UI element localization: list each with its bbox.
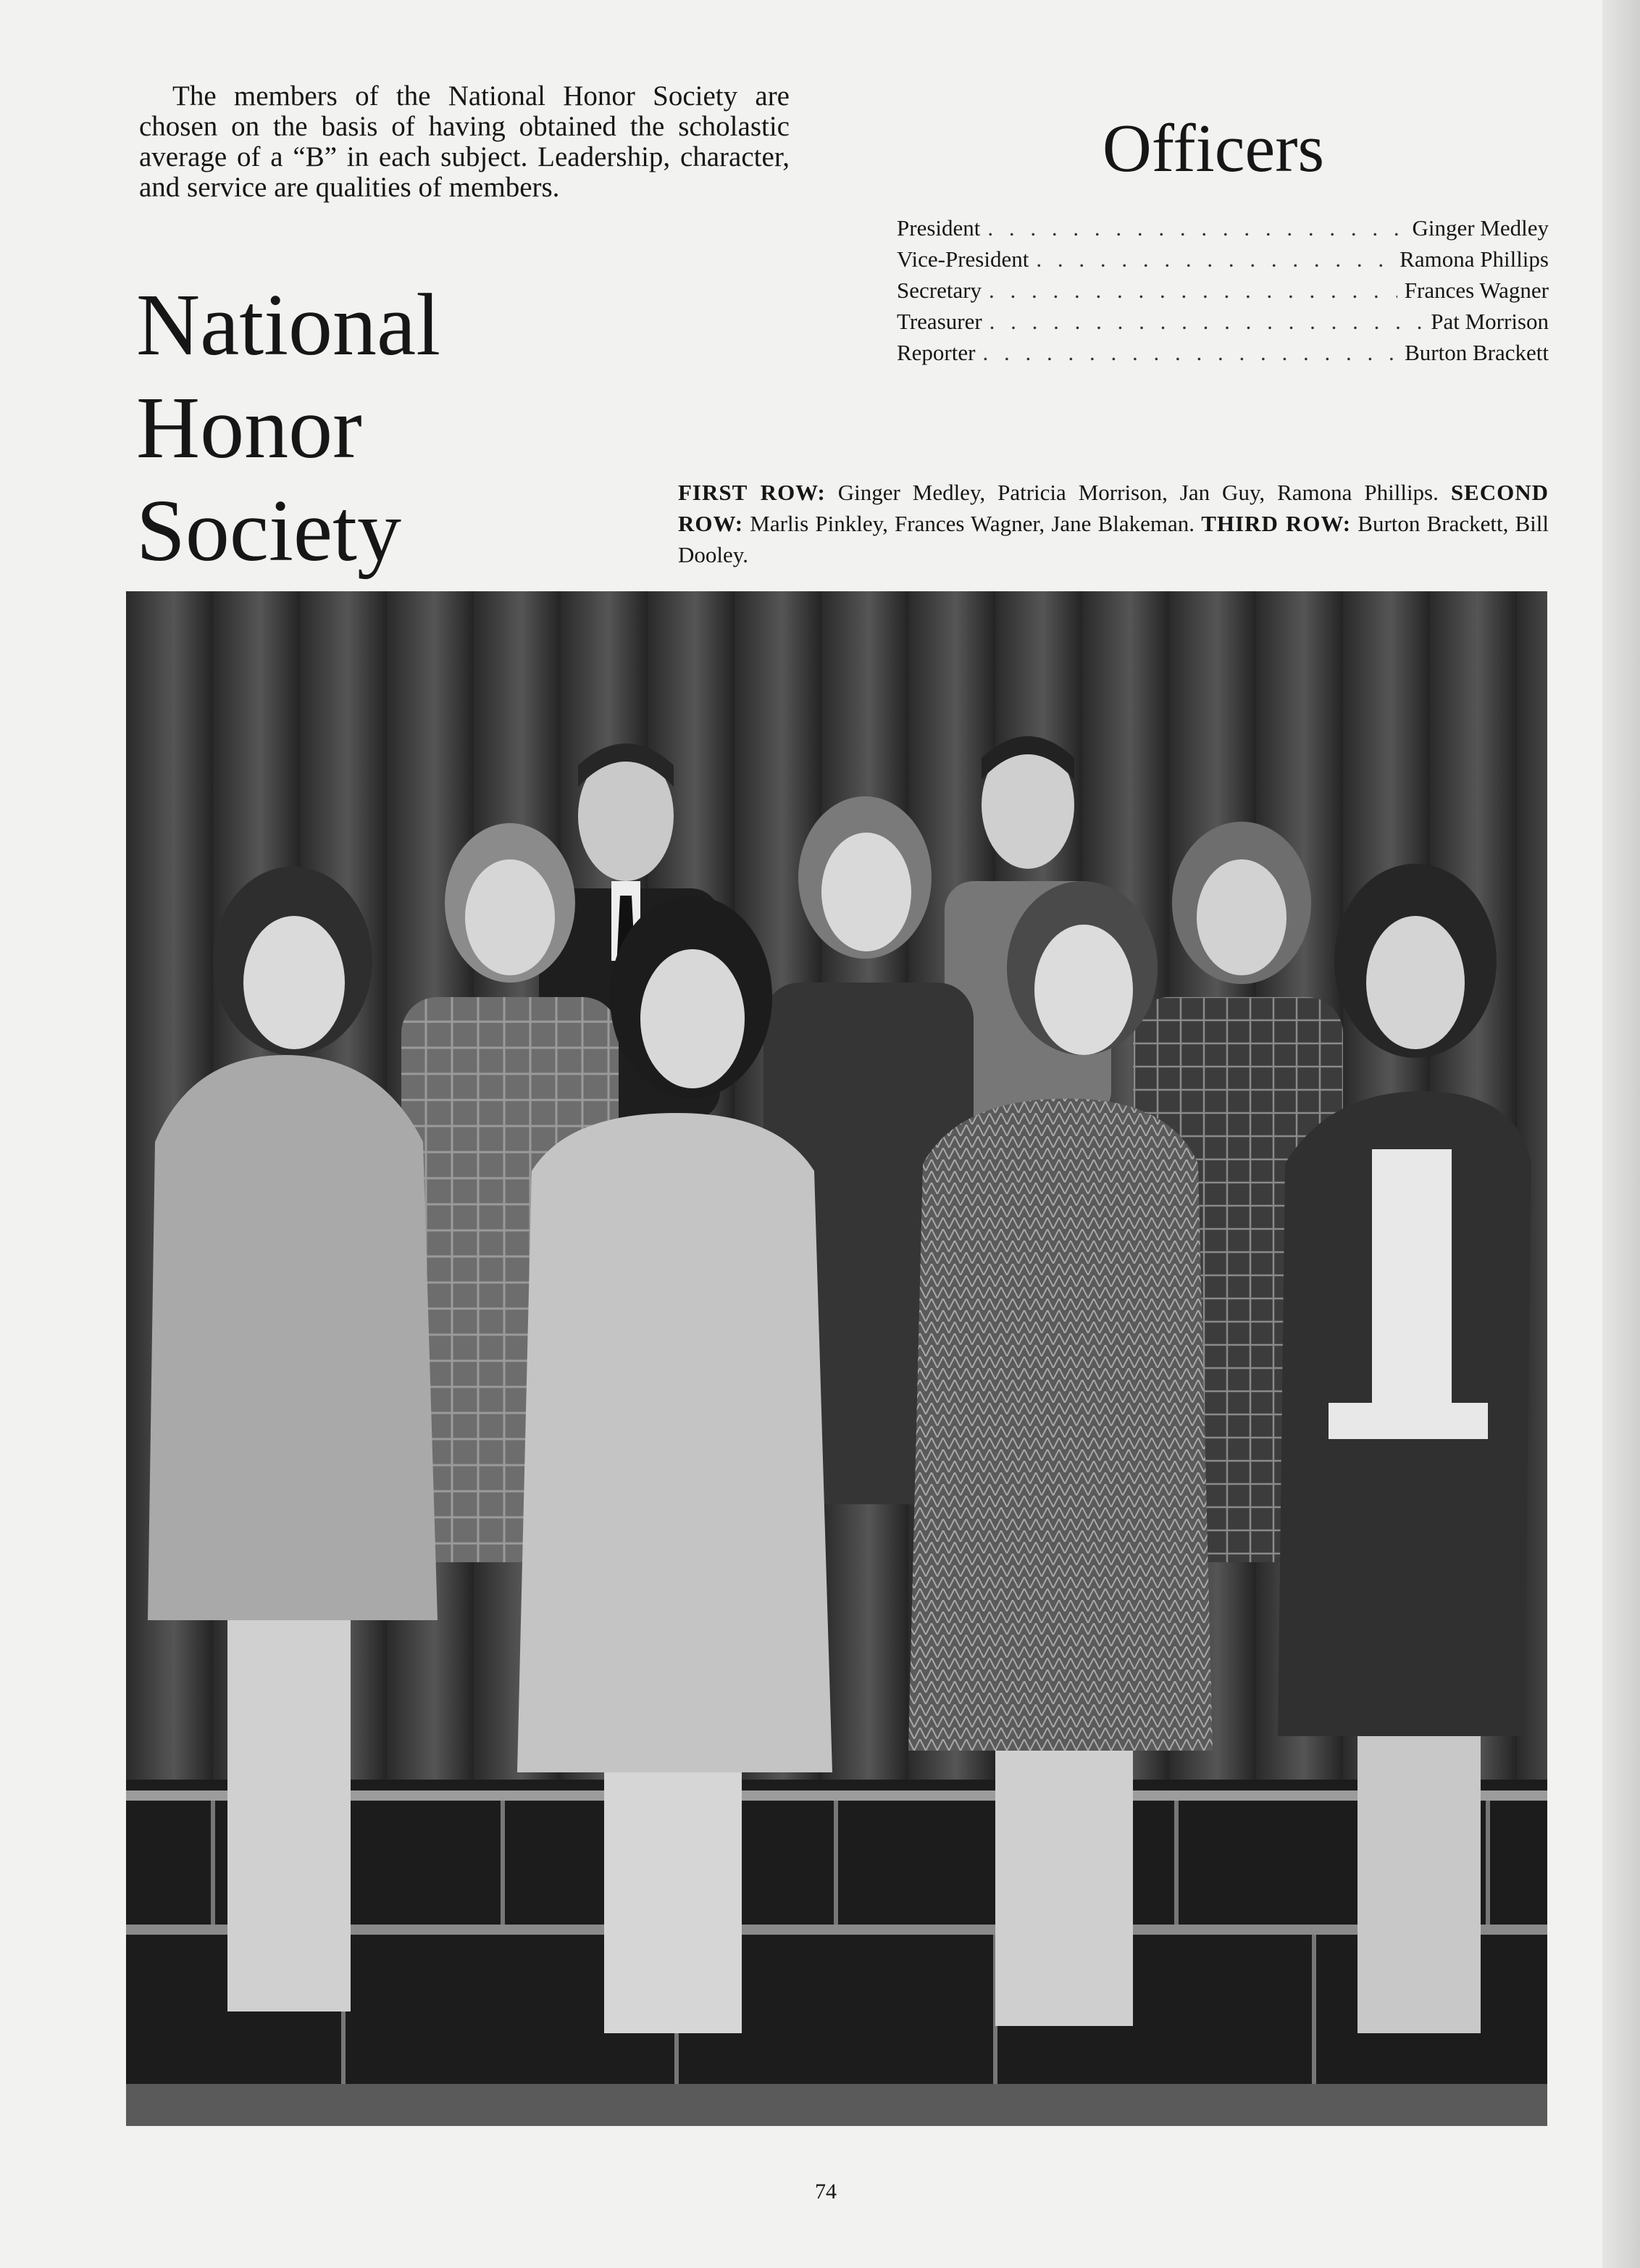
officer-row-secretary xyxy=(897,275,1549,306)
intro-paragraph: The members of the National Honor Society are chosen on the basis of having obtained the scholastic average of a “B” in each subject. Leadership, character, and service are qualities of members. xyxy=(139,80,790,203)
officer-role: Treasurer xyxy=(897,309,982,334)
officer-role: President xyxy=(897,215,981,241)
dot-leader xyxy=(982,337,1397,368)
officer-row-president xyxy=(897,212,1549,243)
title-line-2: Honor xyxy=(136,379,362,477)
dot-leader xyxy=(989,275,1397,306)
second-row-names: Marlis Pinkley, Frances Wagner, Jane Blakeman. xyxy=(750,511,1195,536)
officers-heading: Officers xyxy=(1102,111,1325,186)
dot-leader xyxy=(1036,243,1392,275)
photo-caption xyxy=(678,477,1549,570)
page-edge-shadow xyxy=(1602,0,1640,2268)
officer-row-treasurer xyxy=(897,306,1549,337)
officer-name: Ginger Medley xyxy=(1412,215,1549,241)
title-line-1: National xyxy=(136,276,441,374)
group-photo xyxy=(126,591,1547,2126)
officer-role: Vice-President xyxy=(897,246,1029,272)
first-row-label: FIRST ROW: xyxy=(678,480,826,505)
first-row-names: Ginger Medley, Patricia Morrison, Jan Guy, Ramona Phillips. xyxy=(837,480,1439,505)
third-row-names: Burton Brackett, Bill Dooley. xyxy=(678,511,1549,567)
third-row-label: THIRD ROW: xyxy=(1201,511,1352,536)
officer-name: Ramona Phillips xyxy=(1400,246,1549,272)
second-row-label: SECOND ROW: xyxy=(678,480,1549,536)
officer-role: Secretary xyxy=(897,278,982,303)
officer-name: Burton Brackett xyxy=(1405,340,1549,365)
page-title xyxy=(136,274,440,583)
dot-leader xyxy=(987,212,1405,243)
officer-row-vice-president xyxy=(897,243,1549,275)
dot-leader xyxy=(990,306,1424,337)
officer-name: Frances Wagner xyxy=(1404,278,1549,303)
officer-role: Reporter xyxy=(897,340,976,365)
title-line-3: Society xyxy=(136,482,401,580)
page-number: 74 xyxy=(815,2180,837,2204)
officers-list xyxy=(897,212,1549,368)
officer-name: Pat Morrison xyxy=(1431,309,1549,334)
officer-row-reporter xyxy=(897,337,1549,368)
